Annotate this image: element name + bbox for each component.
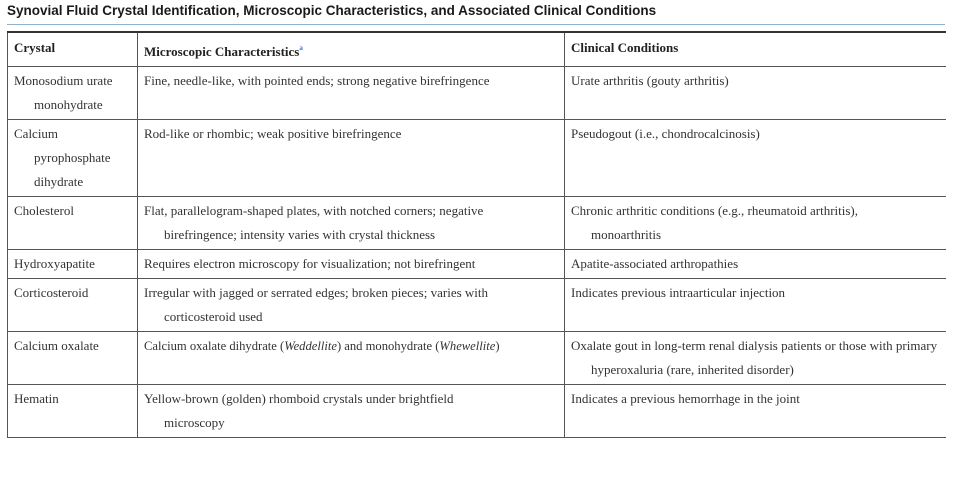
cell-microscopic: Rod-like or rhombic; weak positive birefringence xyxy=(138,120,565,197)
text-fragment: ) and monohydrate ( xyxy=(336,339,440,353)
header-row xyxy=(8,32,946,67)
cell-microscopic: Flat, parallelogram-shaped plates, with notched corners; negative birefringence; intensity varies with crystal thickness xyxy=(138,197,565,250)
table-row xyxy=(8,120,946,197)
crystal-table xyxy=(7,31,946,438)
cell-clinical: Oxalate gout in long-term renal dialysis patients or those with primary hyperoxaluria (rare, inherited disorder) xyxy=(565,332,946,385)
table-row xyxy=(8,67,946,120)
cell-clinical: Chronic arthritic conditions (e.g., rheumatoid arthritis), monoarthritis xyxy=(565,197,946,250)
cell-microscopic: Irregular with jagged or serrated edges; broken pieces; varies with corticosteroid used xyxy=(138,279,565,332)
header-clinical: Clinical Conditions xyxy=(565,32,946,67)
table-row xyxy=(8,250,946,279)
header-microscopic-label: Microscopic Characteristics xyxy=(144,44,300,59)
cell-clinical: Indicates a previous hemorrhage in the joint xyxy=(565,385,946,438)
cell-microscopic: Fine, needle-like, with pointed ends; strong negative birefringence xyxy=(138,67,565,120)
mineral-name: Weddellite xyxy=(284,339,337,353)
table-title: Synovial Fluid Crystal Identification, Microscopic Characteristics, and Associated Clinical Conditions xyxy=(7,3,657,18)
cell-crystal: Calcium oxalate xyxy=(8,332,138,385)
table-row xyxy=(8,332,946,385)
cell-crystal: Corticosteroid xyxy=(8,279,138,332)
text-fragment: Calcium oxalate dihydrate ( xyxy=(144,339,285,353)
cell-crystal: Hydroxyapatite xyxy=(8,250,138,279)
header-crystal: Crystal xyxy=(8,32,138,67)
table-row xyxy=(8,385,946,438)
cell-crystal: Hematin xyxy=(8,385,138,438)
mineral-name: Whewellite xyxy=(439,339,496,353)
header-microscopic xyxy=(138,32,565,67)
cell-microscopic xyxy=(138,332,565,385)
cell-microscopic: Yellow-brown (golden) rhomboid crystals under brightfield microscopy xyxy=(138,385,565,438)
text-fragment: ) xyxy=(495,339,500,353)
cell-clinical: Pseudogout (i.e., chondrocalcinosis) xyxy=(565,120,946,197)
title-rule xyxy=(7,24,945,25)
cell-microscopic: Requires electron microscopy for visualization; not birefringent xyxy=(138,250,565,279)
cell-crystal: Calcium pyrophosphate dihydrate xyxy=(8,120,138,197)
cell-crystal: Cholesterol xyxy=(8,197,138,250)
cell-clinical: Urate arthritis (gouty arthritis) xyxy=(565,67,946,120)
table-row xyxy=(8,197,946,250)
cell-clinical: Apatite-associated arthropathies xyxy=(565,250,946,279)
table-row xyxy=(8,279,946,332)
footnote-marker[interactable]: a xyxy=(299,44,303,52)
cell-crystal: Monosodium urate monohydrate xyxy=(8,67,138,120)
cell-clinical: Indicates previous intraarticular injection xyxy=(565,279,946,332)
